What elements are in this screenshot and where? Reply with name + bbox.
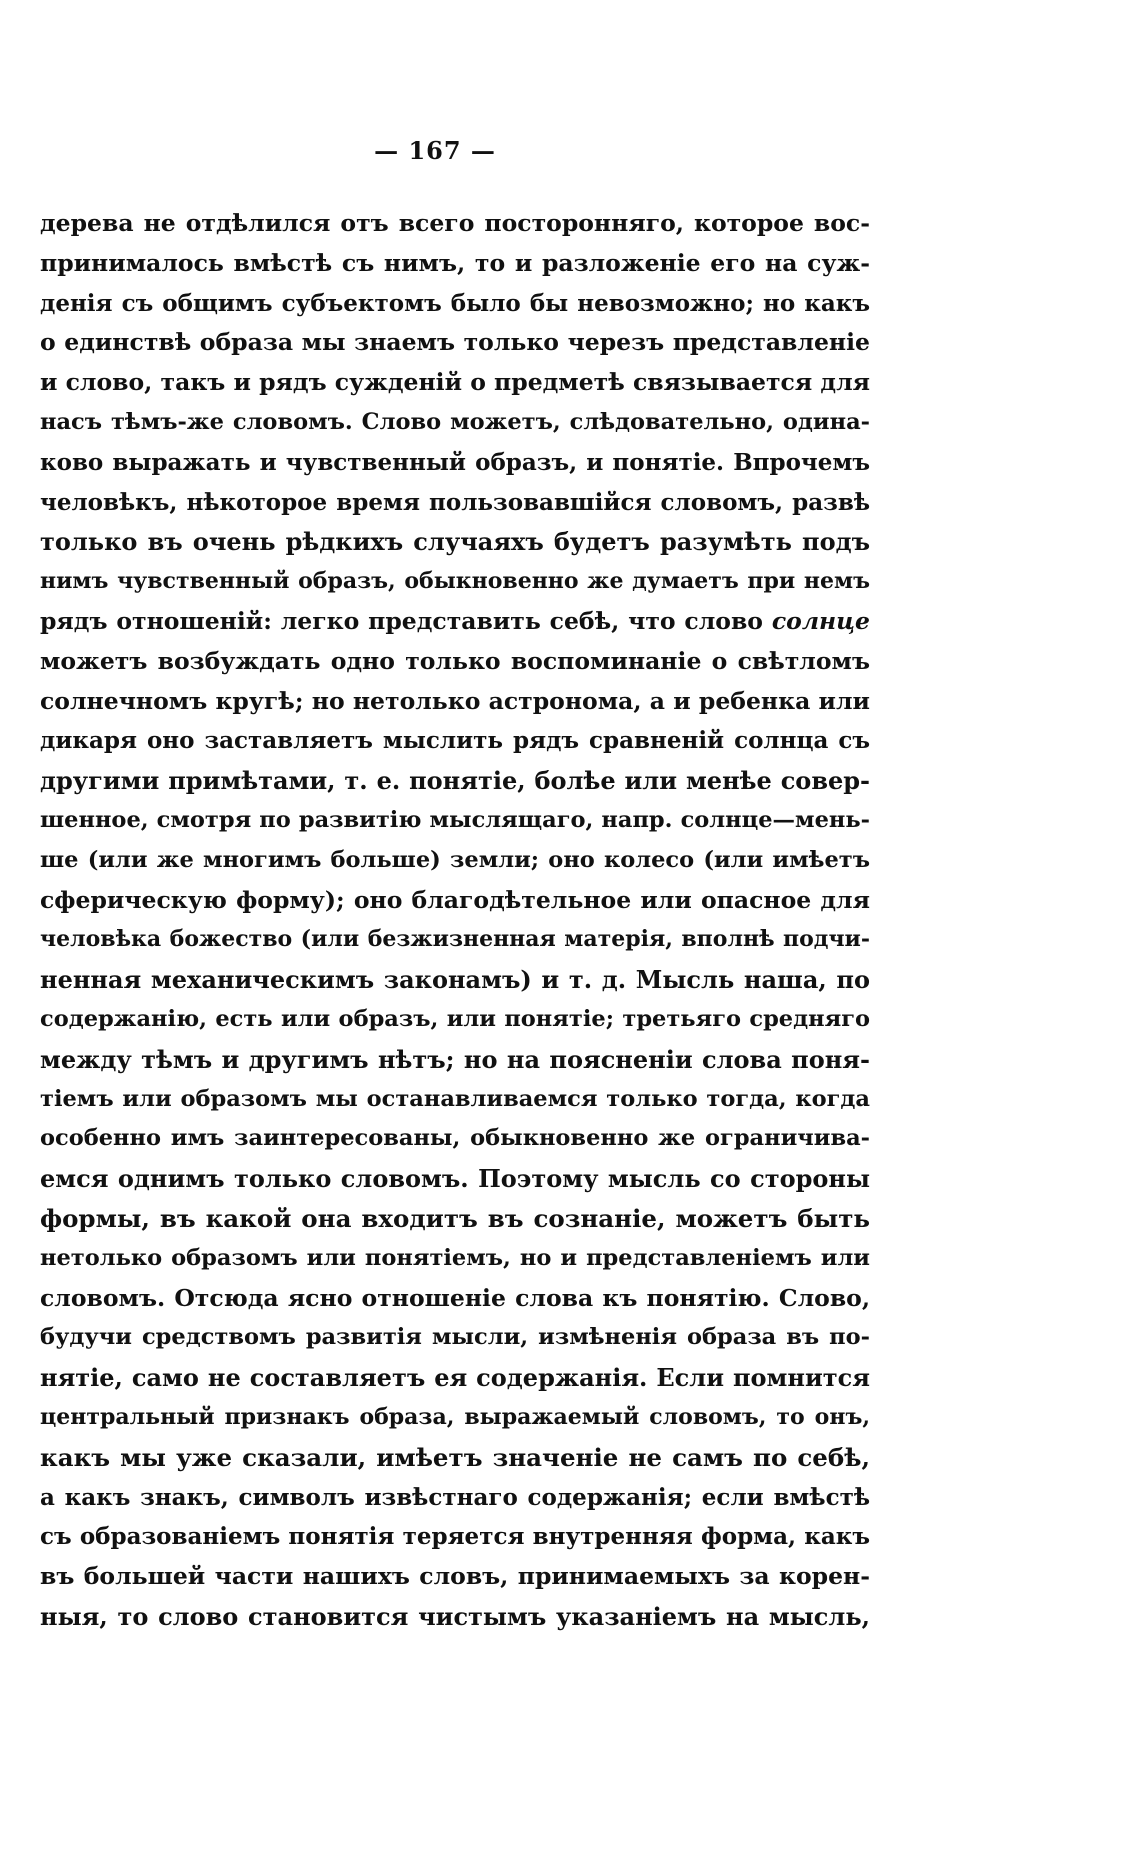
text-line: между тѣмъ и другимъ нѣтъ; но на поясненіи слова поня-	[40, 1044, 870, 1074]
text-line: только въ очень рѣдкихъ случаяхъ будетъ разумѣть подъ	[40, 527, 870, 557]
text-line: какъ мы уже сказали, имѣетъ значеніе не самъ по себѣ,	[40, 1442, 870, 1472]
text-line: ше (или же многимъ больше) земли; оно колесо (или имѣетъ	[40, 846, 870, 873]
text-line: человѣкъ, нѣкоторое время пользовавшійся словомъ, развѣ	[40, 488, 870, 516]
italic-word: солнце	[771, 606, 870, 635]
text-line: денія съ общимъ субъектомъ было бы невозможно; но какъ	[40, 289, 870, 317]
text-line: ныя, то слово становится чистымъ указаніемъ на мысль,	[40, 1601, 870, 1631]
text-line: содержанію, есть или образъ, или понятіе; третьяго средняго	[40, 1005, 870, 1032]
text-line: и слово, такъ и рядъ сужденій о предметѣ связывается для	[40, 368, 870, 397]
text-line: нятіе, само не составляетъ ея содержанія. Если помнится	[40, 1363, 870, 1393]
body-text	[40, 204, 870, 1637]
text-line: тіемъ или образомъ мы останавливаемся только тогда, когда	[40, 1085, 870, 1112]
text-line-with-italic	[40, 602, 870, 642]
text-line: емся однимъ только словомъ. Поэтому мысль со стороны	[40, 1164, 870, 1194]
text-line: шенное, смотря по развитію мыслящаго, напр. солнце—мень-	[40, 806, 870, 833]
text-line-segment: рядъ отношеній: легко представить себѣ, что слово	[40, 606, 763, 635]
text-line: съ образованіемъ понятія теряется внутренняя форма, какъ	[40, 1523, 870, 1551]
text-line: нимъ чувственный образъ, обыкновенно же думаетъ при немъ	[40, 568, 870, 595]
text-line: дикаря оно заставляетъ мыслить рядъ сравненій солнца съ	[40, 727, 870, 755]
text-line: человѣка божество (или безжизненная матерія, вполнѣ подчи-	[40, 926, 870, 953]
text-line: словомъ. Отсюда ясно отношеніе слова къ понятію. Слово,	[40, 1283, 870, 1312]
text-line: можетъ возбуждать одно только воспоминаніе о свѣтломъ	[40, 646, 870, 675]
text-line: а какъ знакъ, символъ извѣстнаго содержанія; если вмѣстѣ	[40, 1483, 870, 1511]
page-number: — 167 —	[374, 136, 496, 165]
text-line: нетолько образомъ или понятіемъ, но и представленіемъ или	[40, 1244, 870, 1271]
text-line: ково выражать и чувственный образъ, и понятіе. Впрочемъ	[40, 448, 870, 476]
text-line: солнечномъ кругѣ; но нетолько астронома, а и ребенка или	[40, 686, 870, 715]
text-line: въ большей части нашихъ словъ, принимаемыхъ за корен-	[40, 1562, 870, 1591]
text-line: сферическую форму); оно благодѣтельное или опасное для	[40, 885, 870, 914]
text-line: принималось вмѣстѣ съ нимъ, то и разложеніе его на суж-	[40, 248, 870, 277]
text-line: будучи средствомъ развитія мысли, измѣненія образа въ по-	[40, 1324, 870, 1351]
text-line: дерева не отдѣлился отъ всего посторонняго, которое вос-	[40, 209, 870, 237]
text-line: другими примѣтами, т. е. понятіе, болѣе или менѣе совер-	[40, 766, 870, 796]
text-line: особенно имъ заинтересованы, обыкновенно же ограничива-	[40, 1125, 870, 1152]
text-line: центральный признакъ образа, выражаемый словомъ, то онъ,	[40, 1403, 870, 1430]
text-line: ненная механическимъ законамъ) и т. д. Мысль наша, по	[40, 965, 870, 995]
text-line: о единствѣ образа мы знаемъ только черезъ представленіе	[40, 328, 870, 357]
text-line: формы, въ какой она входитъ въ сознаніе, можетъ быть	[40, 1203, 870, 1233]
text-line: насъ тѣмъ-же словомъ. Слово можетъ, слѣдовательно, одина-	[40, 408, 870, 435]
